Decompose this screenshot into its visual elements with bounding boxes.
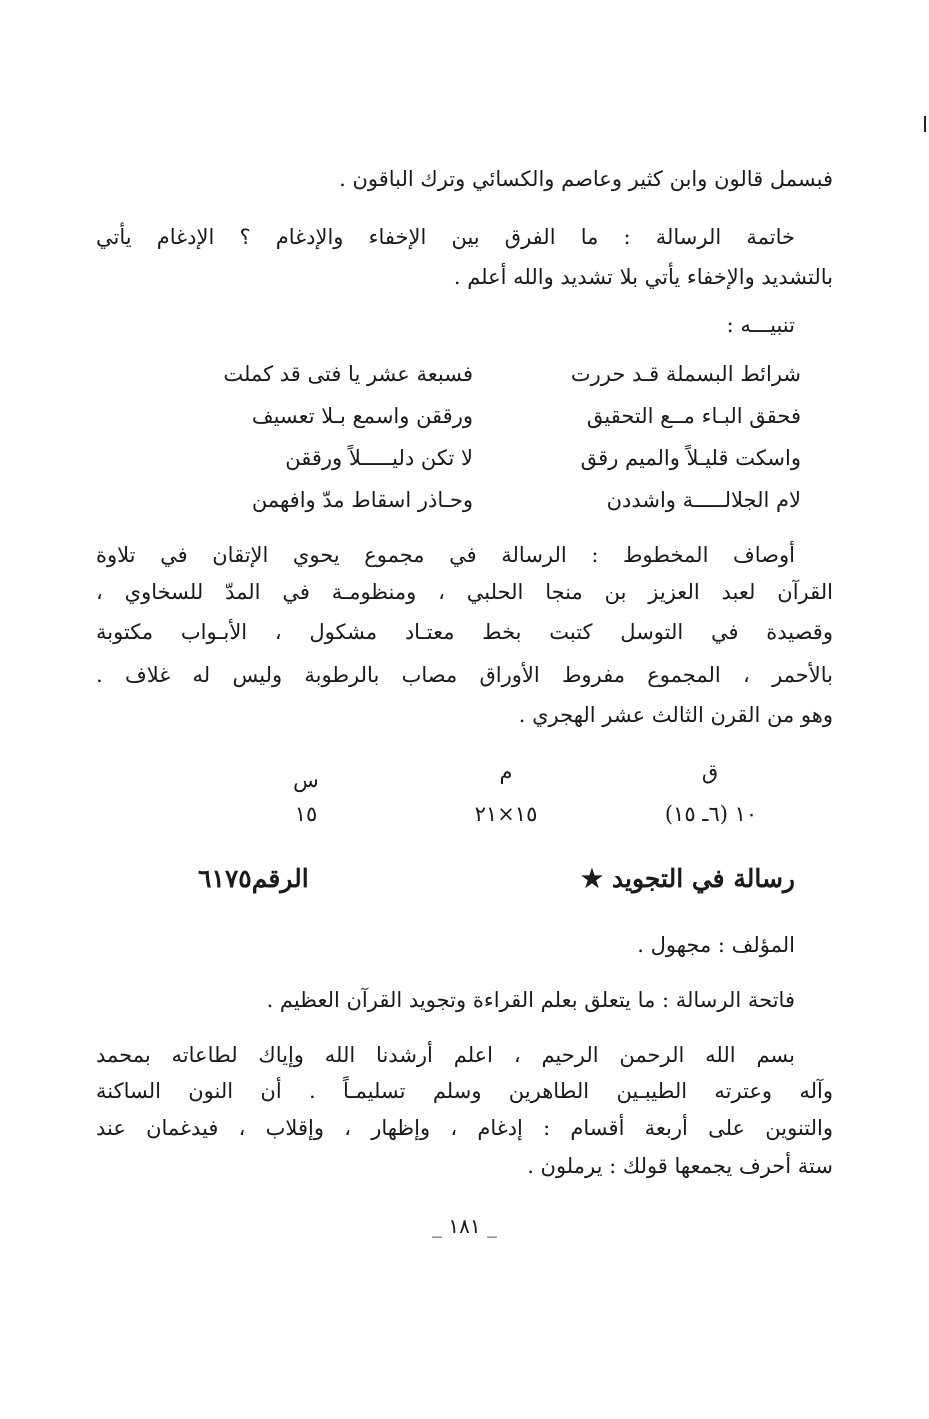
table-value-lines: ١٥ bbox=[294, 802, 318, 826]
author-line: المؤلف : مجهول . bbox=[637, 933, 795, 957]
catalog-number: الرقم٦١٧٥ bbox=[198, 864, 309, 893]
table-header-lines: س bbox=[293, 768, 319, 792]
table-header-size: م bbox=[499, 760, 513, 784]
table-value-leaves: ١٠ (٦ـ ١٥) bbox=[664, 802, 758, 826]
description-line: وقصيدة في التوسل كتبت بخط معتـاد مشكول ، الأبـواب مكتوبة bbox=[96, 620, 833, 644]
description-line: وهو من القرن الثالث عشر الهجري . bbox=[518, 703, 833, 727]
page-number: _ ١٨١ _ bbox=[432, 1214, 497, 1238]
text-line-conclusion-cont: بالتشديد والإخفاء يأتي بلا تشديد والله أعلم . bbox=[453, 265, 833, 289]
opening-line: وآله وعترته الطيبـين الطاهرين وسلم تسليمـاً . أن النون الساكنة bbox=[96, 1079, 833, 1103]
opening-line: ستة أحرف يجمعها قولك : يرملون . bbox=[527, 1154, 833, 1178]
verse-first-hemistich: واسكت قليـلاً والميم رقق bbox=[580, 446, 801, 470]
verse-second-hemistich: لا تكن دليـــــلاً ورققن bbox=[285, 446, 473, 470]
table-value-size: ١٥×٢١ bbox=[474, 802, 538, 826]
verse-first-hemistich: لام الجلالـــــة واشددن bbox=[606, 488, 801, 512]
opening-line: بسم الله الرحمن الرحيم ، اعلم أرشدنا الله وإياك لطاعاته بمحمد bbox=[96, 1043, 795, 1067]
verse-second-hemistich: فسبعة عشر يا فتى قد كملت bbox=[223, 362, 473, 386]
verse-first-hemistich: شرائط البسملة قـد حررت bbox=[570, 362, 801, 386]
verse-second-hemistich: وحـاذر اسقاط مدّ وافهمن bbox=[251, 488, 473, 512]
text-line-note-heading: تنبيـــه : bbox=[726, 313, 795, 337]
verse-first-hemistich: فحقق البـاء مــع التحقيق bbox=[586, 404, 801, 428]
scan-edge-mark bbox=[924, 116, 926, 132]
table-header-leaves: ق bbox=[701, 760, 719, 784]
description-line: بالأحمر ، المجموع مفروط الأوراق مصاب بالرطوبة وليس له غلاف . bbox=[96, 663, 833, 687]
verse-second-hemistich: ورققن واسمع بـلا تعسيف bbox=[251, 404, 473, 428]
description-line: القرآن لعبد العزيز بن منجا الحلبي ، ومنظومـة في المدّ للسخاوي ، bbox=[96, 580, 833, 604]
opening-line: فاتحة الرسالة : ما يتعلق بعلم القراءة وتجويد القرآن العظيم . bbox=[266, 988, 795, 1012]
text-line-conclusion: خاتمة الرسالة : ما الفرق بين الإخفاء والإدغام ؟ الإدغام يأتي bbox=[96, 225, 795, 249]
description-line: أوصاف المخطوط : الرسالة في مجموع يحوي الإتقان في تلاوة bbox=[96, 543, 795, 567]
opening-line: والتنوين على أربعة أقسام : إدغام ، وإظهار ، وإقلاب ، فيدغمان عند bbox=[96, 1116, 833, 1140]
section-title: رسالة في التجويد ★ bbox=[580, 864, 795, 893]
text-line-basmala-readers: فبسمل قالون وابن كثير وعاصم والكسائي وترك الباقون . bbox=[339, 167, 833, 191]
